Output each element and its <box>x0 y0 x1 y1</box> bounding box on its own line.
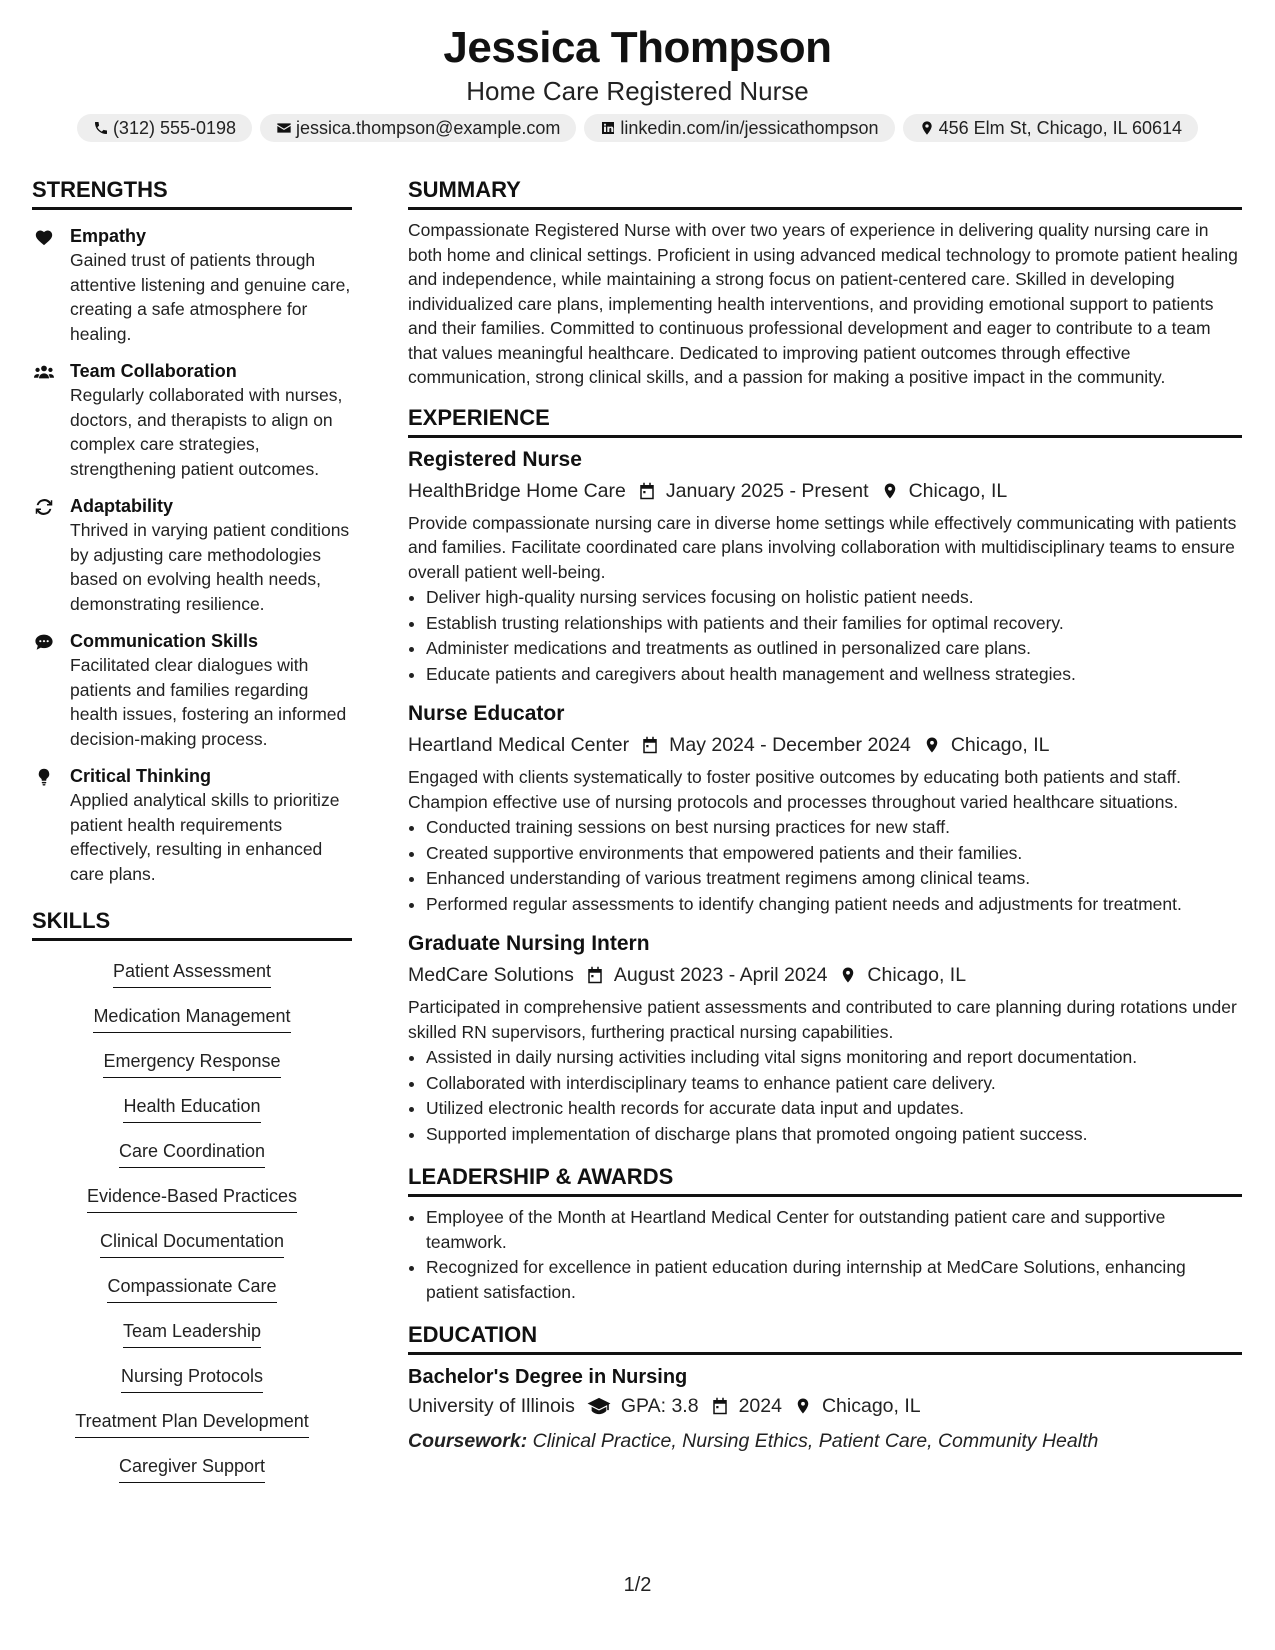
coursework <box>408 1426 1242 1456</box>
skill-tag: Medication Management <box>93 1004 290 1033</box>
job-bullets <box>408 585 1242 686</box>
map-pin-icon <box>794 1397 812 1415</box>
bullet-item: • Deliver high-quality nursing services focusing on holistic patient needs. <box>426 585 1242 610</box>
education-meta <box>408 1392 1242 1420</box>
email-text: jessica.thompson@example.com <box>296 118 561 138</box>
skill-tag: Patient Assessment <box>113 959 271 988</box>
job-company: MedCare Solutions <box>408 964 574 986</box>
job-bullets <box>408 815 1242 916</box>
gpa-text: GPA: 3.8 <box>620 1395 699 1417</box>
skills-list <box>32 949 352 1489</box>
calendar-icon <box>641 736 659 754</box>
bullet-item: • Supported implementation of discharge plans that promoted ongoing patient success. <box>426 1122 1242 1147</box>
job-location: Chicago, IL <box>950 734 1050 756</box>
left-column <box>32 176 352 1489</box>
contact-address <box>903 114 1198 142</box>
users-icon <box>34 363 54 381</box>
job-meta <box>408 961 1242 989</box>
lightbulb-icon <box>34 768 54 786</box>
bullet-item: • Educate patients and caregivers about health management and wellness strategies. <box>426 662 1242 687</box>
bullet-item: • Performed regular assessments to identify changing patient needs and adjustments for treatment. <box>426 892 1242 917</box>
job-entry <box>408 930 1242 1146</box>
coursework-label: Coursework: <box>408 1430 528 1452</box>
contact-linkedin[interactable] <box>584 114 894 142</box>
strength-name: Adaptability <box>70 496 174 516</box>
job-dates: May 2024 - December 2024 <box>669 734 911 756</box>
job-meta <box>408 731 1242 759</box>
strength-desc: Regularly collaborated with nurses, doctors, and therapists to align on complex care strategies, strengthening patient outcomes. <box>70 385 343 479</box>
job-description: Engaged with clients systematically to foster positive outcomes by educating both patients and staff. Champion effective use of nursing protocols and processes throughout varied healthcare situations. <box>408 767 1182 812</box>
bullet-item: • Enhanced understanding of various treatment regimens among clinical teams. <box>426 866 1242 891</box>
heart-icon <box>34 228 54 246</box>
bullet-item: • Conducted training sessions on best nursing practices for new staff. <box>426 815 1242 840</box>
strength-item <box>32 764 352 886</box>
job-location: Chicago, IL <box>867 964 967 986</box>
job-dates: August 2023 - April 2024 <box>613 964 828 986</box>
skill-tag: Care Coordination <box>119 1139 265 1168</box>
calendar-icon <box>711 1397 729 1415</box>
job-bullets <box>408 1045 1242 1146</box>
strength-desc: Facilitated clear dialogues with patients and families regarding health issues, fostering an informed decision-making process. <box>70 655 347 749</box>
skill-tag: Nursing Protocols <box>121 1364 263 1393</box>
strength-item <box>32 629 352 751</box>
bullet-item: • Utilized electronic health records for accurate data input and updates. <box>426 1096 1242 1121</box>
contact-bar <box>0 114 1275 142</box>
coursework-list: Clinical Practice, Nursing Ethics, Patient Care, Community Health <box>532 1430 1099 1452</box>
skill-tag: Evidence-Based Practices <box>87 1184 297 1213</box>
candidate-title: Home Care Registered Nurse <box>466 76 809 106</box>
strength-item <box>32 359 352 481</box>
bullet-item: • Recognized for excellence in patient education during internship at MedCare Solutions, enhancing patient satisfaction. <box>426 1255 1242 1304</box>
bullet-item: • Establish trusting relationships with patients and their families for optimal recovery. <box>426 611 1242 636</box>
map-pin-icon <box>881 482 899 500</box>
leadership-bullets <box>408 1205 1242 1304</box>
job-description: Participated in comprehensive patient assessments and contributed to care planning during rotations under skilled RN supervisors, furthering practical nursing capabilities. <box>408 997 1237 1042</box>
bullet-item: • Employee of the Month at Heartland Medical Center for outstanding patient care and supportive teamwork. <box>426 1205 1242 1254</box>
strength-name: Empathy <box>70 226 147 246</box>
job-company: HealthBridge Home Care <box>408 479 626 502</box>
candidate-name: Jessica Thompson <box>443 23 832 72</box>
strength-item <box>32 224 352 346</box>
job-entry <box>408 700 1242 916</box>
job-title: Graduate Nursing Intern <box>408 932 650 955</box>
experience-heading: EXPERIENCE <box>408 404 1242 438</box>
contact-email[interactable] <box>260 114 576 142</box>
job-title: Nurse Educator <box>408 702 565 725</box>
map-pin-icon <box>923 736 941 754</box>
graduation-cap-icon <box>587 1397 611 1415</box>
refresh-icon <box>34 498 54 516</box>
linkedin-icon <box>600 120 616 136</box>
envelope-icon <box>276 120 292 136</box>
summary-heading: SUMMARY <box>408 176 1242 210</box>
skill-tag: Treatment Plan Development <box>75 1409 308 1438</box>
job-description: Provide compassionate nursing care in diverse home settings while effectively communicating with patients and families. Facilitate coordinated care plans involving collaboration with multidisciplinary teams to ensure overall patient well-being. <box>408 512 1237 582</box>
strengths-heading: STRENGTHS <box>32 176 352 210</box>
bullet-item: • Administer medications and treatments as outlined in personalized care plans. <box>426 636 1242 661</box>
degree-title: Bachelor's Degree in Nursing <box>408 1366 688 1388</box>
phone-text: (312) 555-0198 <box>112 118 237 138</box>
skill-tag: Compassionate Care <box>107 1274 276 1303</box>
education-location: Chicago, IL <box>821 1395 921 1417</box>
chat-icon <box>34 633 54 651</box>
strength-name: Team Collaboration <box>70 361 237 381</box>
skill-tag: Caregiver Support <box>119 1454 265 1483</box>
phone-icon <box>93 120 109 136</box>
skill-tag: Clinical Documentation <box>100 1229 284 1258</box>
map-pin-icon <box>919 120 935 136</box>
calendar-icon <box>586 966 604 984</box>
bullet-item: • Created supportive environments that empowered patients and their families. <box>426 841 1242 866</box>
page-number: 1/2 <box>623 1574 652 1596</box>
job-meta <box>408 477 1242 505</box>
strength-desc: Applied analytical skills to prioritize patient health requirements effectively, resulting in enhanced care plans. <box>70 790 340 884</box>
address-text: 456 Elm St, Chicago, IL 60614 <box>938 118 1183 138</box>
bullet-item: • Collaborated with interdisciplinary teams to enhance patient care delivery. <box>426 1071 1242 1096</box>
strength-item <box>32 494 352 616</box>
job-entry <box>408 446 1242 687</box>
contact-phone[interactable] <box>77 114 252 142</box>
job-dates: January 2025 - Present <box>665 479 869 502</box>
skill-tag: Team Leadership <box>123 1319 261 1348</box>
resume-header <box>0 0 1275 142</box>
calendar-icon <box>638 482 656 500</box>
bullet-item: • Assisted in daily nursing activities including vital signs monitoring and report documentation. <box>426 1045 1242 1070</box>
strength-name: Critical Thinking <box>70 766 212 786</box>
strength-desc: Thrived in varying patient conditions by adjusting care methodologies based on evolving health needs, demonstrating resilience. <box>70 520 350 614</box>
strength-desc: Gained trust of patients through attentive listening and genuine care, creating a safe atmosphere for healing. <box>70 250 351 344</box>
job-title: Registered Nurse <box>408 447 582 471</box>
summary-text: Compassionate Registered Nurse with over two years of experience in delivering quality nursing care in both home and clinical settings. Proficient in using advanced medical technology to promote patient healing and independence, while maintaining a strong focus on patient-centered care. Skilled in developing individualized care plans, implementing health interventions, and providing emotional support to patients and their families. Committed to continuous professional development and eager to contribute to a team that values meaningful healthcare. Dedicated to improving patient outcomes through effective communication, strong clinical skills, and a passion for making a positive impact in the community. <box>408 220 1238 387</box>
job-company: Heartland Medical Center <box>408 734 630 756</box>
linkedin-text: linkedin.com/in/jessicathompson <box>620 118 879 138</box>
skills-heading: SKILLS <box>32 907 352 941</box>
skill-tag: Emergency Response <box>103 1049 280 1078</box>
leadership-heading: LEADERSHIP & AWARDS <box>408 1163 1242 1197</box>
map-pin-icon <box>839 966 857 984</box>
right-column <box>408 176 1242 1456</box>
strength-name: Communication Skills <box>70 631 259 651</box>
school-name: University of Illinois <box>408 1395 575 1417</box>
job-location: Chicago, IL <box>908 479 1008 502</box>
education-heading: EDUCATION <box>408 1321 1242 1355</box>
skill-tag: Health Education <box>123 1094 260 1123</box>
graduation-year: 2024 <box>738 1395 782 1417</box>
